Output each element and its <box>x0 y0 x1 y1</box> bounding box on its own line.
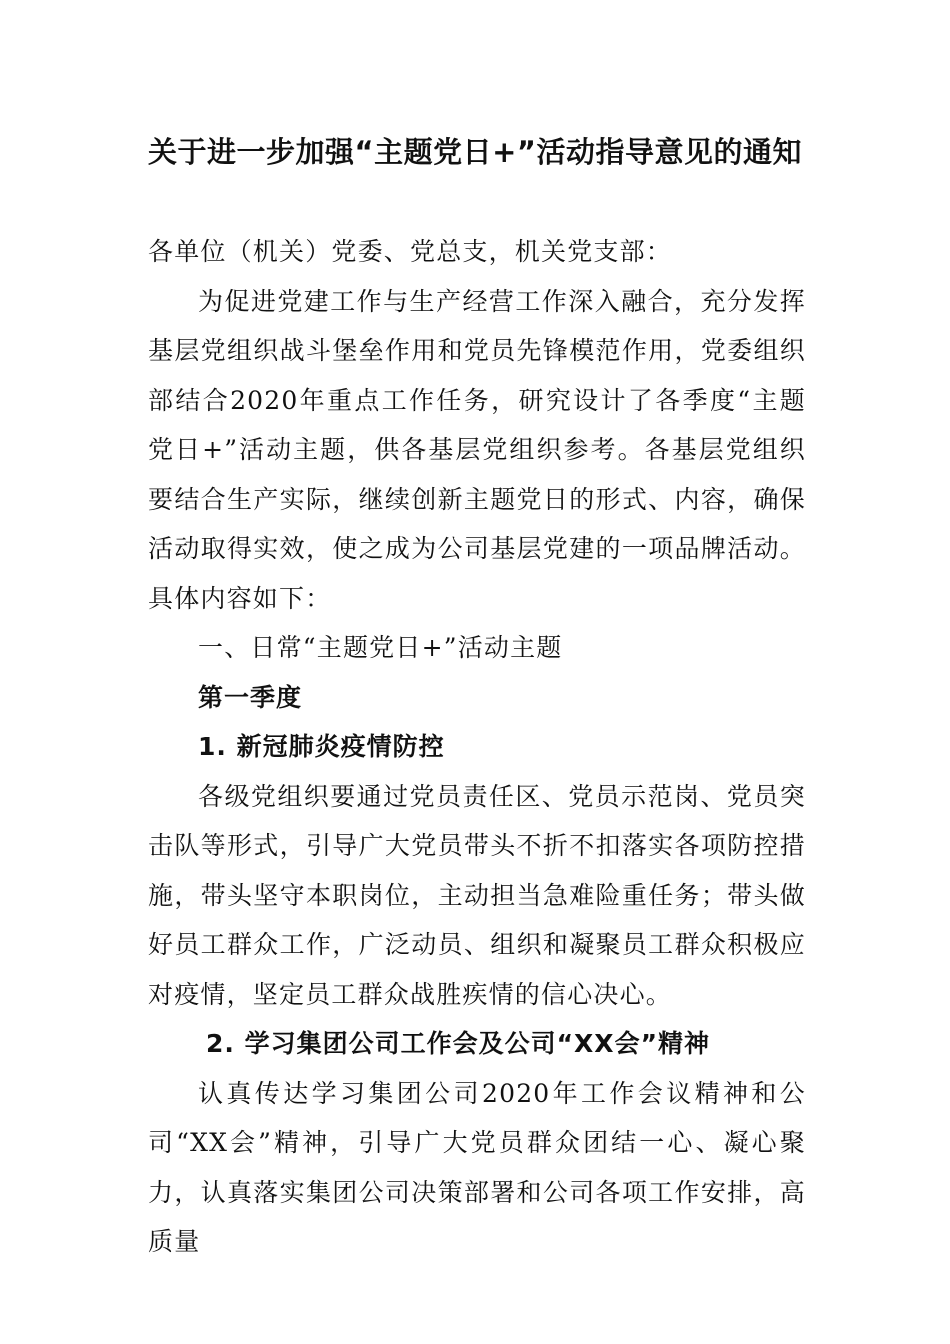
document-body <box>148 227 806 1267</box>
item-2-heading: 2. 学习集团公司工作会及公司“XX会”精神 <box>206 1029 711 1058</box>
item-1-heading: 1. 新冠肺炎疫情防控 <box>198 732 445 761</box>
item-1-paragraph: 各级党组织要通过党员责任区、党员示范岗、党员突击队等形式，引导广大党员带头不折不扣落实各项防控措施，带头坚守本职岗位，主动担当急难险重任务；带头做好员工群众工作，广泛动员、组织和凝聚员工群众积极应对疫情，坚定员工群众战胜疾情的信心决心。 <box>148 781 806 1009</box>
section-heading: 一、日常“主题党日+”活动主题 <box>198 633 563 662</box>
intro-paragraph: 为促进党建工作与生产经营工作深入融合，充分发挥基层党组织战斗堡垒作用和党员先锋模范作用，党委组织部结合2020年重点工作任务，研究设计了各季度“主题党日+”活动主题，供各基层党组织参考。各基层党组织要结合生产实际，继续创新主题党日的形式、内容，确保活动取得实效，使之成为公司基层党建的一项品牌活动。具体内容如下： <box>148 286 806 613</box>
item-2-paragraph: 认真传达学习集团公司2020年工作会议精神和公司“XX会”精神，引导广大党员群众团结一心、凝心聚力，认真落实集团公司决策部署和公司各项工作安排，高质量 <box>148 1078 806 1256</box>
salutation: 各单位（机关）党委、党总支，机关党支部： <box>148 237 673 266</box>
document-title: 关于进一步加强“主题党日+”活动指导意见的通知 <box>148 135 802 169</box>
quarter-heading: 第一季度 <box>198 682 303 712</box>
